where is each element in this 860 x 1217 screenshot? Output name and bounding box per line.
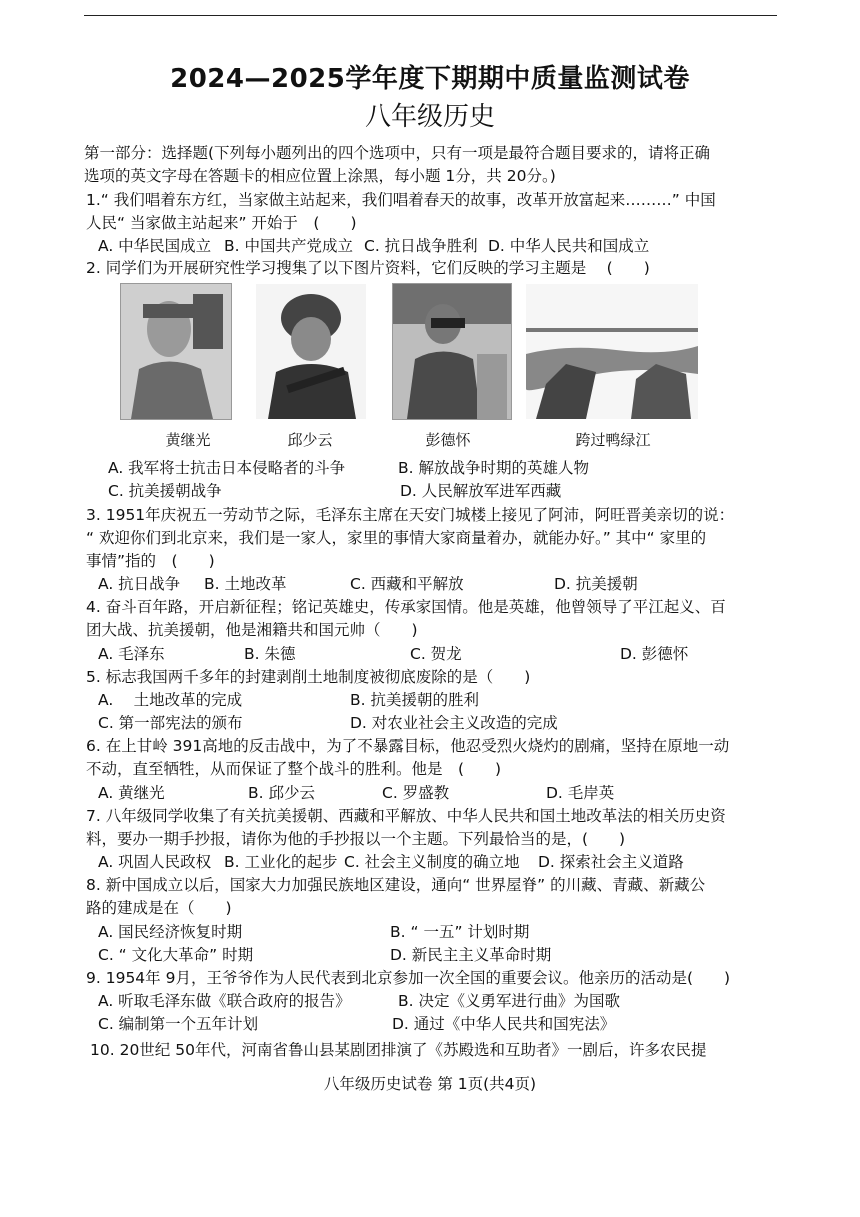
q5-option-a: A. 土地改革的完成	[98, 691, 243, 709]
caption-qiu-shaoyun: 邱少云	[287, 431, 333, 449]
q1-stem-2: 人民“ 当家做主站起来” 开始于 ( )	[86, 214, 357, 232]
q2-photo-strip	[120, 283, 700, 453]
caption-huang-jiguang: 黄继光	[165, 431, 211, 449]
q9-option-d: D. 通过《中华人民共和国宪法》	[392, 1015, 616, 1033]
intro-line-2: 选项的英文字母在答题卡的相应位置上涂黑，每小题 1分，共 20分。)	[84, 167, 556, 185]
q4-stem-1: 4. 奋斗百年路，开启新征程；铭记英雄史，传承家国情。他是英雄，他曾领导了平江起义、百	[86, 598, 726, 616]
q6-stem-2: 不动，直至牺牲，从而保证了整个战斗的胜利。他是 ( )	[86, 760, 502, 778]
top-rule	[84, 15, 777, 16]
q1-option-b: B. 中国共产党成立	[224, 237, 353, 255]
q8-stem-1: 8. 新中国成立以后，国家大力加强民族地区建设，通向“ 世界屋脊” 的川藏、青藏、新藏公	[86, 876, 706, 894]
q1-option-a: A. 中华民国成立	[98, 237, 212, 255]
q3-stem-3: 事情”指的 ( )	[86, 552, 215, 570]
q2-option-c: C. 抗美援朝战争	[108, 482, 222, 500]
q4-option-d: D. 彭德怀	[620, 645, 689, 663]
q6-stem-1: 6. 在上甘岭 391高地的反击战中，为了不暴露目标，他忍受烈火烧灼的剧痛，坚持在原地一动	[86, 737, 730, 755]
q9-stem: 9. 1954年 9月，王爷爷作为人民代表到北京参加一次全国的重要会议。他亲历的活动是( )	[86, 969, 731, 987]
q3-stem-2: “ 欢迎你们到北京来，我们是一家人，家里的事情大家商量着办，就能办好。” 其中“ 家里的	[86, 529, 707, 547]
q5-stem: 5. 标志我国两千多年的封建剥削土地制度被彻底废除的是（ )	[86, 668, 531, 686]
q5-option-c: C. 第一部宪法的颁布	[98, 714, 243, 732]
q7-option-a: A. 巩固人民政权	[98, 853, 212, 871]
photo-huang-jiguang	[120, 283, 232, 420]
q8-option-b: B. “ 一五” 计划时期	[390, 923, 530, 941]
q4-option-b: B. 朱德	[244, 645, 296, 663]
photo-peng-dehuai	[392, 283, 512, 420]
q6-option-d: D. 毛岸英	[546, 784, 615, 802]
q4-option-c: C. 贺龙	[410, 645, 462, 663]
q1-stem-1: 1.“ 我们唱着东方红，当家做主站起来，我们唱着春天的故事，改革开放富起来………” 中国	[86, 191, 716, 209]
q3-option-d: D. 抗美援朝	[554, 575, 638, 593]
page-footer: 八年级历史试卷 第 1页(共4页)	[323, 1075, 537, 1093]
q2-option-d: D. 人民解放军进军西藏	[400, 482, 562, 500]
q9-option-c: C. 编制第一个五年计划	[98, 1015, 259, 1033]
q7-option-d: D. 探索社会主义道路	[538, 853, 684, 871]
q6-option-a: A. 黄继光	[98, 784, 165, 802]
q8-option-d: D. 新民主主义革命时期	[390, 946, 552, 964]
q2-stem: 2. 同学们为开展研究性学习搜集了以下图片资料，它们反映的学习主题是 ( )	[86, 259, 650, 277]
photo-crossing-yalu-river	[525, 283, 699, 420]
caption-yalu-river: 跨过鸭绿江	[575, 431, 651, 449]
q5-option-d: D. 对农业社会主义改造的完成	[350, 714, 558, 732]
q9-option-a: A. 听取毛泽东做《联合政府的报告》	[98, 992, 351, 1010]
caption-peng-dehuai: 彭德怀	[425, 431, 471, 449]
q5-option-b: B. 抗美援朝的胜利	[350, 691, 479, 709]
q3-option-a: A. 抗日战争	[98, 575, 181, 593]
q1-option-c: C. 抗日战争胜利	[364, 237, 478, 255]
q3-option-b: B. 土地改革	[204, 575, 287, 593]
q4-stem-2: 团大战、抗美援朝，他是湘籍共和国元帅（ )	[86, 621, 418, 639]
q3-stem-1: 3. 1951年庆祝五一劳动节之际，毛泽东主席在天安门城楼上接见了阿沛，阿旺晋美亲切的说：	[86, 506, 735, 524]
exam-subtitle: 八年级历史	[364, 102, 495, 132]
q1-option-d: D. 中华人民共和国成立	[488, 237, 650, 255]
q10-stem: 10. 20世纪 50年代，河南省鲁山县某剧团排演了《苏殿选和互助者》一剧后，许多农民提	[90, 1041, 707, 1059]
q7-option-b: B. 工业化的起步	[224, 853, 338, 871]
q7-stem-1: 7. 八年级同学收集了有关抗美援朝、西藏和平解放、中华人民共和国土地改革法的相关历史资	[86, 807, 726, 825]
q8-stem-2: 路的建成是在（ )	[86, 899, 232, 917]
q8-option-c: C. “ 文化大革命” 时期	[98, 946, 254, 964]
q6-option-c: C. 罗盛教	[382, 784, 450, 802]
q7-stem-2: 料，要办一期手抄报，请你为他的手抄报以一个主题。下列最恰当的是，( )	[86, 830, 626, 848]
q9-option-b: B. 决定《义勇军进行曲》为国歌	[398, 992, 620, 1010]
q6-option-b: B. 邱少云	[248, 784, 315, 802]
exam-title: 2024—2025学年度下期期中质量监测试卷	[170, 64, 690, 94]
q4-option-a: A. 毛泽东	[98, 645, 165, 663]
q2-option-b: B. 解放战争时期的英雄人物	[398, 459, 589, 477]
q8-option-a: A. 国民经济恢复时期	[98, 923, 243, 941]
q7-option-c: C. 社会主义制度的确立地	[344, 853, 520, 871]
photo-qiu-shaoyun	[255, 283, 367, 420]
intro-line-1: 第一部分：选择题(下列每小题列出的四个选项中，只有一项是最符合题目要求的，请将正确	[84, 144, 711, 162]
q3-option-c: C. 西藏和平解放	[350, 575, 464, 593]
q2-option-a: A. 我军将士抗击日本侵略者的斗争	[108, 459, 346, 477]
